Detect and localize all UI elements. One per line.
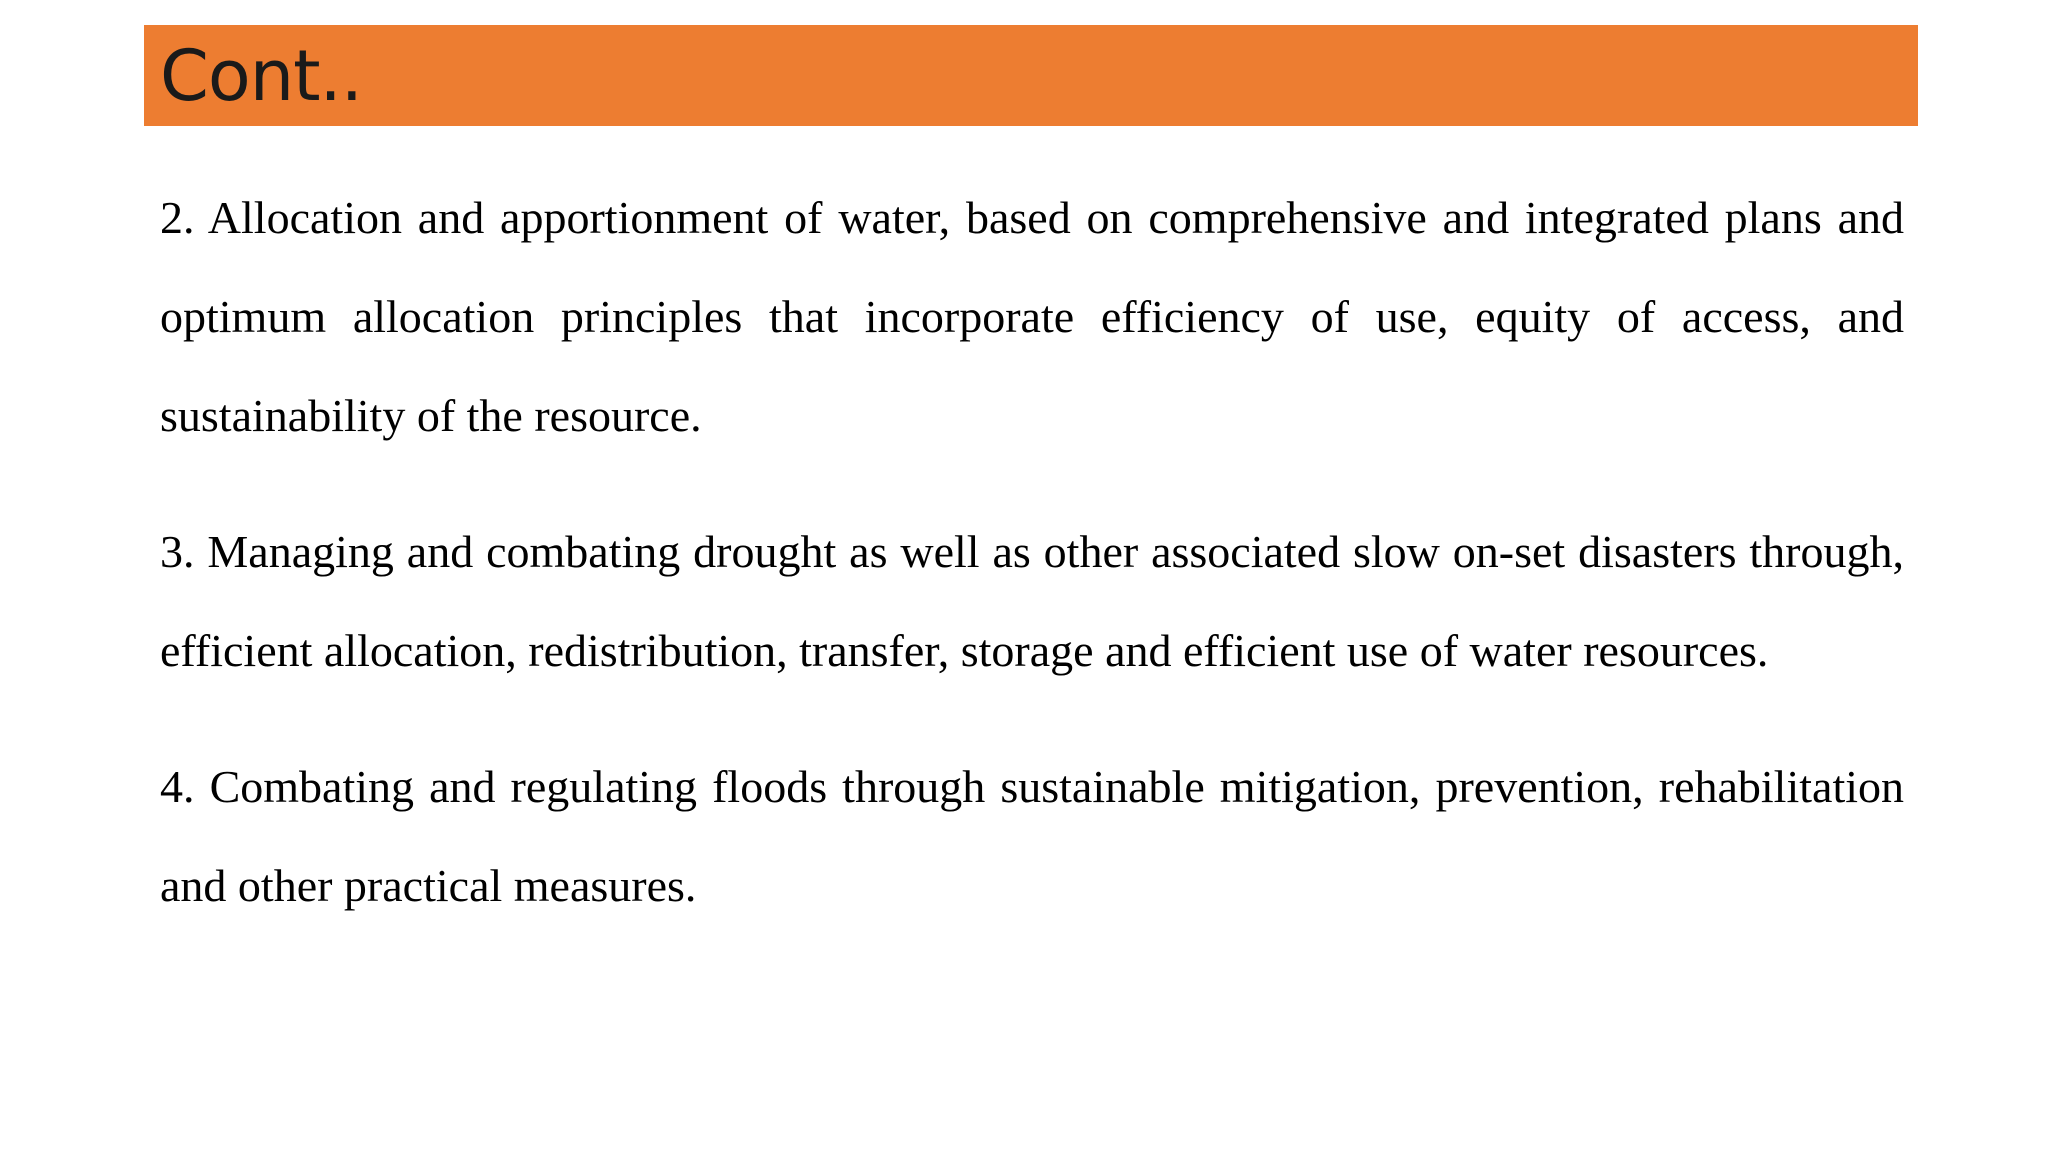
slide-body [160,168,1904,972]
slide-title: Cont.. [160,34,363,117]
paragraph-drought: 3. Managing and combating drought as well as other associated slow on-set disasters through, efficient allocation, redistribution, transfer, storage and efficient use of water resources. [160,526,1904,676]
paragraph-allocation: 2. Allocation and apportionment of water, based on comprehensive and integrated plans and optimum allocation principles that incorporate efficiency of use, equity of access, and sustainability of the resource. [160,192,1904,441]
title-bar [144,25,1918,126]
paragraph-floods: 4. Combating and regulating floods through sustainable mitigation, prevention, rehabilitation and other practical measures. [160,761,1904,911]
